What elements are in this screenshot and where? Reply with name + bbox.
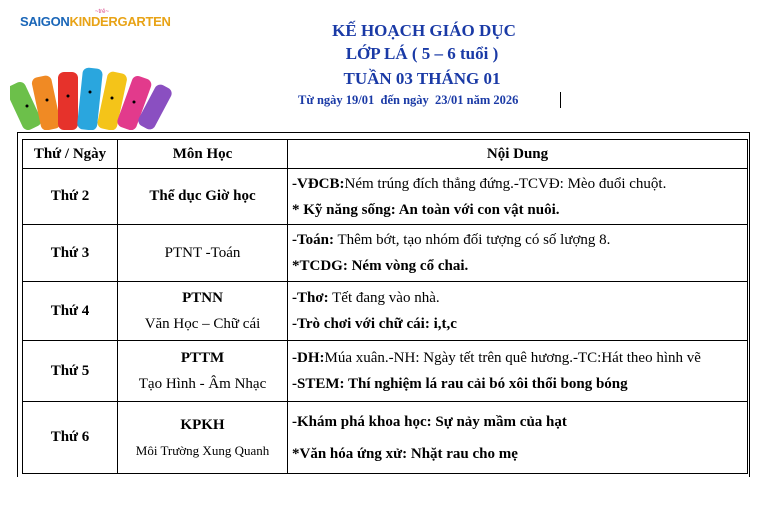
content-cell: -Toán: Thêm bớt, tạo nhóm đối tượng có số lượng 8. *TCDG: Ném vòng cổ chai. <box>288 225 748 282</box>
date-range: Từ ngày 19/01 đến ngày 23/01 năm 2026 <box>298 93 519 107</box>
table-right-border <box>749 132 750 477</box>
subject-cell: PTTM Tạo Hình - Âm Nhạc <box>118 341 288 402</box>
table-row <box>23 169 748 225</box>
plan-title: KẾ HOẠCH GIÁO DỤC <box>332 21 516 40</box>
content-cell: -Khám phá khoa học: Sự nảy mầm của hạt *Văn hóa ứng xử: Nhặt rau cho mẹ <box>288 402 748 474</box>
header-day: Thứ / Ngày <box>23 140 118 169</box>
subject-cell: KPKH Môi Trường Xung Quanh <box>118 402 288 474</box>
table-row <box>23 402 748 474</box>
subject-cell: Thể dục Giờ học <box>118 169 288 225</box>
school-logo: SAIGONKINDERGARTEN <box>20 14 171 29</box>
text-cursor <box>560 92 561 108</box>
table-left-border <box>17 132 18 477</box>
schedule-table <box>22 139 748 474</box>
header-content: Nội Dung <box>288 140 748 169</box>
day-cell: Thứ 5 <box>23 341 118 402</box>
content-cell: -Thơ: Tết đang vào nhà. -Trò chơi với chữ cái: i,t,c <box>288 282 748 341</box>
day-cell: Thứ 6 <box>23 402 118 474</box>
table-row <box>23 225 748 282</box>
day-cell: Thứ 3 <box>23 225 118 282</box>
day-cell: Thứ 2 <box>23 169 118 225</box>
logo-tagline: ~trẻ~ <box>95 9 110 15</box>
subject-cell: PTNT -Toán <box>118 225 288 282</box>
class-name: LỚP LÁ ( 5 – 6 tuổi ) <box>345 44 499 63</box>
content-cell: -DH:Múa xuân.-NH: Ngày tết trên quê hương.-TC:Hát theo hình vẽ -STEM: Thí nghiệm lá rau cải bó xôi thổi bong bóng <box>288 341 748 402</box>
table-header-row <box>23 140 748 169</box>
subject-cell: PTNN Văn Học – Chữ cái <box>118 282 288 341</box>
day-cell: Thứ 4 <box>23 282 118 341</box>
table-row <box>23 282 748 341</box>
content-cell: -VĐCB:Ném trúng đích thẳng đứng.-TCVĐ: Mèo đuổi chuột. * Kỹ năng sống: An toàn với con vật nuôi. <box>288 169 748 225</box>
header-subject: Môn Học <box>118 140 288 169</box>
table-row <box>23 341 748 402</box>
week-label: TUẦN 03 THÁNG 01 <box>343 69 501 88</box>
table-top-border <box>17 132 750 133</box>
